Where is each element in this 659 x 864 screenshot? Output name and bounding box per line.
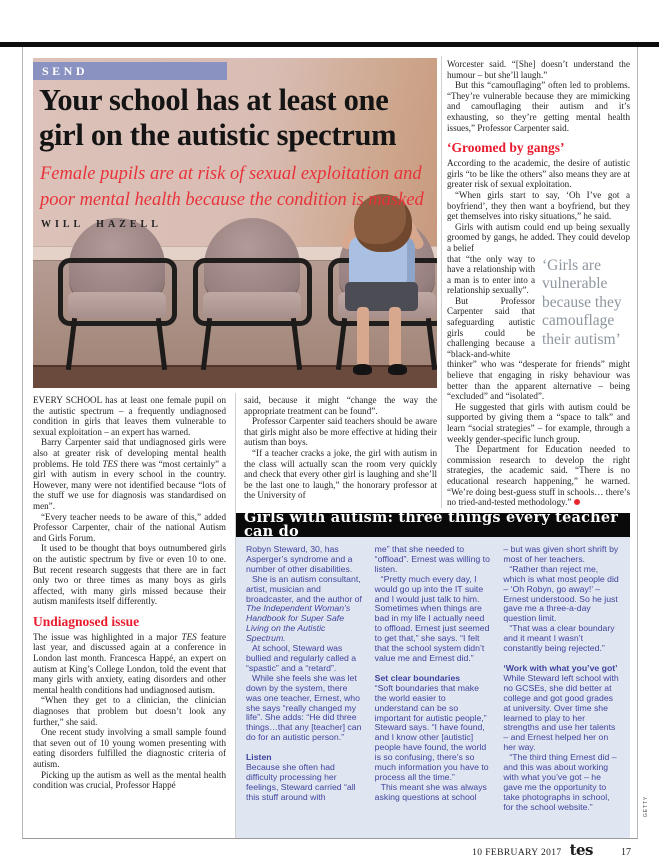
waiting-chair [57, 218, 177, 370]
article-end-marker [574, 499, 580, 505]
paragraph: “When girls start to say, ‘Oh I’ve got a boyfriend’, they then want a boyfriend, but they get themselves into risky situations,” he said. [447, 189, 630, 222]
section-tag-label: SEND [42, 64, 89, 78]
paragraph: This meant she was always asking questions at school [374, 781, 487, 802]
paragraph: While Steward left school with no GCSEs, she did better at college and got good grades at university. Over time she learned to play to her strengths and use her talents – and Ernest helped her on her way. [503, 672, 619, 753]
paragraph: said, because it might “change the way the appropriate treatment can be found”. [244, 395, 437, 416]
issue-date: 10 FEBRUARY 2017 [472, 848, 562, 858]
paragraph: It used to be thought that boys outnumbered girls on the autistic spectrum by five or even 10 to one. But recent research suggests that there are in fact only two or three times as many boys as girls affected, with many girls missed because their autism manifests itself differently. [33, 543, 226, 607]
paragraph: “That was a clear boundary and it meant I wasn’t constantly being rejected.” [503, 623, 615, 654]
paragraph: But this “camouflaging” often led to problems. “They’re vulnerable because they are mimicking and camouflaging their autism and it’s exhausting, so they’re getting mental health issues,” Professor Carpenter said. [447, 80, 630, 133]
waiting-chair [192, 218, 312, 370]
infobox-title: Girls with autism: three things every teacher can do [236, 513, 630, 537]
paragraph: me” that she needed to “offload”. Ernest was willing to listen. [374, 544, 490, 574]
paragraph: “If a teacher cracks a joke, the girl with autism in the class will actually scan the room very quickly and check that every other girl is laughing and she’ll be the last one to laugh,” the honorary professor at the University of [244, 447, 437, 501]
subheading-groomed-by-gangs: ‘Groomed by gangs’ [447, 140, 565, 156]
paragraph: “The third thing Ernest did – and this was about working with what you’ve got – he gave me the opportunity to take photographs in school, for the school website.” [503, 752, 617, 812]
paragraph: “Rather than reject me, which is what most people did – ‘Oh Robyn, go away!’ – Ernest understood. So he just gave me a three-a-day question limit. [503, 563, 619, 624]
paragraph: Picking up the autism as well as the mental health condition was crucial, Professor Happé [33, 769, 226, 791]
headline: Your school has at least one girl on the autistic spectrum [39, 83, 397, 152]
page-footer [472, 843, 631, 859]
page-frame-left [22, 47, 23, 838]
paragraph: “Pretty much every day, I would go up into the IT suite and I would just talk to him. Sometimes when things are bad in my life I actually need to offload. Ernest just seemed to get that,” she says. “I felt that the school system didn’t value me and Ernest did.” [374, 573, 490, 663]
infobox-column-3 [503, 545, 620, 813]
article-column-3: Worcester said. “[She] doesn’t understand the humour – but she’ll laugh.” But this “camouflaging” often led to problems. “They’re vulnerable because they are mimicking and camouflaging their autism and it’s exhausting, so they’re getting mental health issues,” Professor Carpenter said. ‘Groomed by gangs’ According to the academic, the desire of autistic girls “to be like the others” also means they are at greater risk of sexual exploitation. “When girls start to say, ‘Oh I’ve got a boyfriend’, they then want a boyfriend, but they get themselves into risky situations,” he said. Girls with autism could end up being sexually groomed by gangs, he added. They could develop a belief ‘Girls are vulnerable because they camouflage their autism’ that “the only way to have a relationship with a man is to enter into a relationship sexually”. But Professor Carpenter said that safeguarding autistic girls could be challenging because a “black-and-white thinker” who was “desperate for friends” might believe that engaging in risky behaviour was better than the apparent alternative – being “excluded” and “isolated”. He suggested that girls with autism could be supported by giving them a “space to talk” and learn “social strategies” – for example, through a weekly gender-specific lunch group. The Department for Education needed to commission research to develop the right strategies, the academic said. “There is no educational research happening,” he warned. “We’re doing best-guess stuff in schools… there’s no tried-and-tested methodology.” [447, 59, 630, 508]
paragraph: Robyn Steward, 30, has Asperger’s syndrome and a number of other disabilities. [246, 544, 353, 574]
photo-credit: GETTY [643, 796, 649, 818]
tes-italic: TES [181, 631, 197, 642]
standfirst: Female pupils are at risk of sexual exploitation and poor mental health because the condition is masked [40, 164, 424, 210]
infobox-subheading-boundaries: Set clear boundaries [374, 672, 461, 683]
paragraph: “Soft boundaries that make the world easier to understand can be so important for autistic people,” Steward says. “I have found, and I know other [autistic] people have found, the world is so confusing, there’s so much information you have to process all the time.” [374, 682, 489, 782]
paragraph: Girls with autism could end up being sexually groomed by gangs, he added. They could develop a belief [447, 221, 630, 253]
paragraph: While she feels she was let down by the system, there was one teacher, Ernest, who she says “really changed my life”. She adds: “He did three things…that any [teacher] can do for an autistic person.” [246, 672, 362, 743]
paragraph: “Every teacher needs to be aware of this,” added Professor Carpenter, chair of the national Autism and Girls Forum. [33, 511, 226, 543]
article-column-1 [33, 395, 226, 835]
header-photo [33, 58, 437, 388]
paragraph: The issue was highlighted in a major TES feature last year, and discussed again at a conference in London last month. Francesca Happé, an expert on autism at King’s College London, told the event that many girls with anxiety, eating disorders and other mental health conditions had undiagnosed autism. [33, 631, 226, 695]
paragraph: EVERY SCHOOL has at least one female pupil on the autistic spectrum – a frequently undiagnosed condition in girls that leaves them vulnerable to sexual exploitation – an expert has warned. [33, 395, 226, 437]
tes-italic: TES [102, 458, 118, 469]
infobox-column-1 [246, 545, 363, 813]
pull-quote: ‘Girls are vulnerable because they camouflage their autism’ [542, 256, 622, 348]
page-frame-right [637, 47, 638, 838]
page-frame-bottom [22, 838, 638, 839]
girl-covering-face-figure [330, 194, 436, 374]
article-column-2 [244, 395, 437, 511]
column-rule [441, 56, 442, 508]
infobox-subheading-work-with: ‘Work with what you’ve got’ [503, 662, 618, 673]
byline: WILL HAZELL [41, 219, 162, 230]
paragraph: Worcester said. “[She] doesn’t understand the humour – but she’ll laugh.” [447, 59, 630, 80]
tes-logo: tes [569, 841, 593, 859]
paragraph: Barry Carpenter said that undiagnosed girls were also at greater risk of developing mental health problems. He told TES there was “most certainly” a girl with autism in every school in the country. However, many were not identified because “lots of the stuff we use for diagnosis was standardised on men”. [33, 437, 226, 511]
paragraph: One recent study involving a small sample found that seven out of 10 young women presenting with eating disorders fulfilled the diagnostic criteria of autism. [33, 727, 226, 769]
paragraph: She is an autism consultant, artist, musician and broadcaster, and the author of The Independent Woman’s Handbook for Super Safe Living on the Autistic Spectrum. [246, 573, 362, 644]
book-title: The Independent Woman’s Handbook for Super Safe Living on the Autistic Spectrum. [246, 603, 351, 644]
paragraph: According to the academic, the desire of autistic girls “to be like the others” also means they are at greater risk of sexual exploitation. [447, 158, 630, 190]
paragraph: – but was given short shrift by most of her teachers. [503, 544, 619, 564]
paragraph: “When they get to a clinician, the clinician diagnoses that problem but doesn’t look any further,” she said. [33, 695, 226, 727]
paragraph: At school, Steward was bullied and regularly called a “spastic” and a “retard”. [246, 643, 357, 673]
infobox-girls-with-autism [236, 508, 630, 838]
infobox-subheading-listen: Listen [246, 752, 272, 763]
paragraph: Because she often had difficulty processing her feelings, Steward carried “all this stuff around with [246, 762, 356, 802]
paragraph: Professor Carpenter said teachers should be aware that girls might also be more effective at hiding their autism than boys. [244, 416, 437, 448]
page-number: 17 [621, 847, 631, 858]
section-tag [33, 62, 227, 80]
infobox-column-2 [375, 545, 492, 813]
subheading-undiagnosed-issue: Undiagnosed issue [33, 613, 140, 629]
paragraph: But Professor Carpenter said that safeguarding autistic girls could be challenging because a “black-and-white thinker” who was “desperate for friends” might believe that engaging in risky behaviour was better than the apparent alternative – being “excluded” and “isolated”. [447, 295, 630, 402]
paragraph: The Department for Education needed to commission research to develop the right strategies, the academic said. “There is no educational research happening,” he warned. “We’re doing best-guess stuff in schools… there’s no tried-and-tested methodology.” [447, 444, 630, 508]
paragraph: He suggested that girls with autism could be supported by giving them a “space to talk” and learn “social strategies” – for example, through a weekly gender-specific lunch group. [447, 401, 630, 444]
top-rule [0, 42, 659, 47]
